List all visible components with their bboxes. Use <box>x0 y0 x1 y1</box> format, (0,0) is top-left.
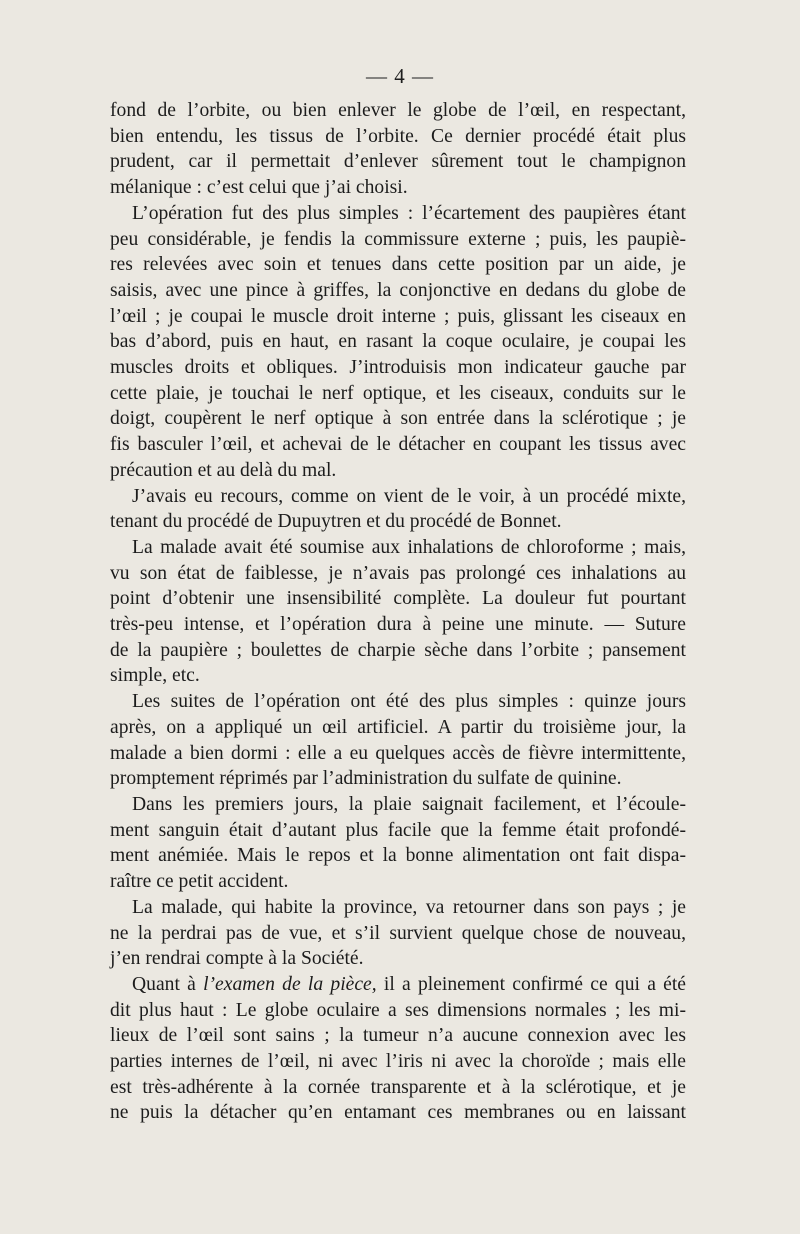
text-line: doigt, coupèrent le nerf optique à son entrée dans la sclérotique ; je <box>110 408 686 430</box>
text-line: La malade, qui habite la province, va retourner dans son pays ; je <box>132 896 686 918</box>
text-line: simple, etc. <box>110 665 200 687</box>
text-line: Les suites de l’opération ont été des plus simples : quinze jours <box>132 691 686 713</box>
page-number: — 4 — <box>366 64 434 88</box>
text-line: précaution et au delà du mal. <box>110 459 337 481</box>
text-line: peu considérable, je fendis la commissure externe ; puis, les paupiè- <box>110 228 686 250</box>
text-line: bas d’abord, puis en haut, en rasant la coque oculaire, je coupai les <box>110 331 686 353</box>
text-line: malade a bien dormi : elle a eu quelques accès de fièvre intermittente, <box>110 742 686 764</box>
text-line: L’opération fut des plus simples : l’écartement des paupières étant <box>132 202 686 224</box>
text-span: Quant à <box>132 973 204 995</box>
text-line: vu son état de faiblesse, je n’avais pas prolongé ces inhalations au <box>110 562 686 584</box>
text-line: La malade avait été soumise aux inhalations de chloroforme ; mais, <box>132 536 686 558</box>
text-line: ne puis la détacher qu’en entamant ces membranes ou en laissant <box>110 1102 686 1124</box>
text-line: ne la perdrai pas de vue, et s’il survient quelque chose de nouveau, <box>110 922 686 944</box>
text-line: est très-adhérente à la cornée transparente et à la sclérotique, et je <box>110 1076 686 1098</box>
text-line: fis basculer l’œil, et achevai de le détacher en coupant les tissus avec <box>110 434 686 456</box>
text-line: lieux de l’œil sont sains ; la tumeur n’a aucune connexion avec les <box>110 1025 686 1047</box>
text-line: très-peu intense, et l’opération dura à peine une minute. — Suture <box>110 614 686 636</box>
text-line: res relevées avec soin et tenues dans cette position par un aide, je <box>110 254 686 276</box>
text-line: bien entendu, les tissus de l’orbite. Ce dernier procédé était plus <box>110 125 686 147</box>
text-line: parties internes de l’œil, ni avec l’iris ni avec la choroïde ; mais elle <box>110 1051 686 1073</box>
text-line: raître ce petit accident. <box>110 871 289 893</box>
text-line: de la paupière ; boulettes de charpie sèche dans l’orbite ; pansement <box>110 639 686 661</box>
text-line: mélanique : c’est celui que j’ai choisi. <box>110 177 408 199</box>
body-text <box>110 98 686 1126</box>
text-span: il a pleinement confirmé ce qui a été <box>376 973 686 995</box>
text-line: promptement réprimés par l’administration du sulfate de quinine. <box>110 768 622 790</box>
text-line: dit plus haut : Le globe oculaire a ses dimensions normales ; les mi- <box>110 999 686 1021</box>
text-line: l’œil ; je coupai le muscle droit interne ; puis, glissant les ciseaux en <box>110 305 686 327</box>
text-line: J’avais eu recours, comme on vient de le voir, à un procédé mixte, <box>132 485 686 507</box>
text-line: point d’obtenir une insensibilité complète. La douleur fut pourtant <box>110 588 686 610</box>
text-line: fond de l’orbite, ou bien enlever le globe de l’œil, en respectant, <box>110 100 686 121</box>
text-line: ment anémiée. Mais le repos et la bonne alimentation ont fait dispa- <box>110 845 686 867</box>
text-line: muscles droits et obliques. J’introduisis mon indicateur gauche par <box>110 357 686 379</box>
text-line: cette plaie, je touchai le nerf optique, et les ciseaux, conduits sur le <box>110 382 686 404</box>
text-line: tenant du procédé de Dupuytren et du procédé de Bonnet. <box>110 511 562 533</box>
text-line: prudent, car il permettait d’enlever sûrement tout le champignon <box>110 151 686 173</box>
text-line <box>110 972 686 998</box>
text-line: ment sanguin était d’autant plus facile que la femme était profondé- <box>110 819 686 841</box>
text-line: j’en rendrai compte à la Société. <box>110 948 364 970</box>
text-line: Dans les premiers jours, la plaie saignait facilement, et l’écoule- <box>132 793 686 815</box>
text-line: saisis, avec une pince à griffes, la conjonctive en dedans du globe de <box>110 279 686 301</box>
italic-phrase: l’examen de la pièce, <box>203 973 377 995</box>
text-line: après, on a appliqué un œil artificiel. A partir du troisième jour, la <box>110 716 686 738</box>
